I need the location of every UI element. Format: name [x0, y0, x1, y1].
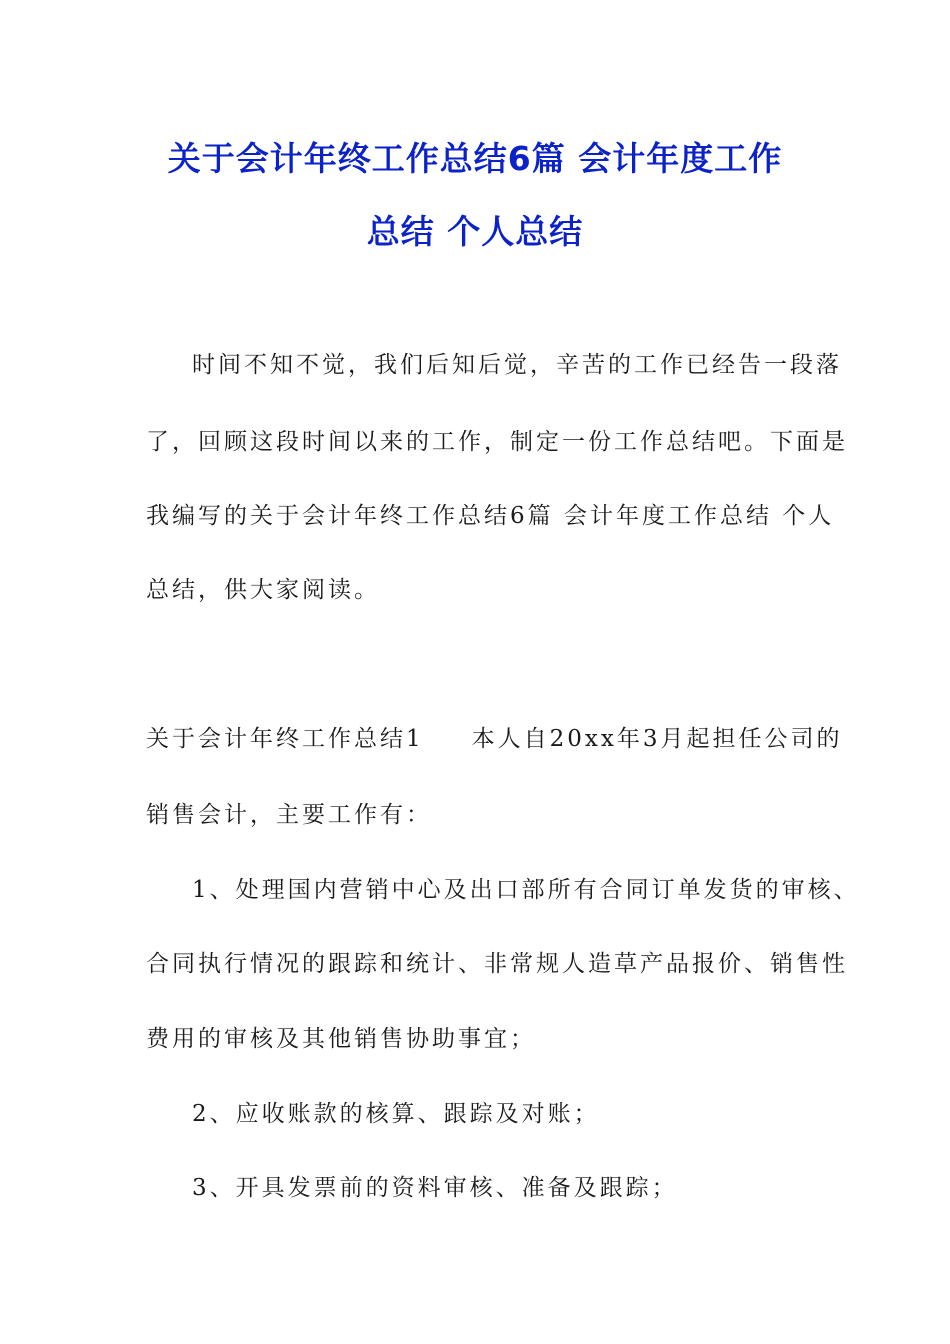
intro-line-2: 了，回顾这段时间以来的工作，制定一份工作总结吧。下面是 — [146, 429, 848, 455]
intro-line-4: 总结，供大家阅读。 — [146, 577, 380, 603]
item-2: 2、应收账款的核算、跟踪及对账； — [192, 1101, 600, 1127]
section-1-intro-text: 本人自20xx年3月起担任公司的 — [471, 726, 843, 752]
intro-line-1: 时间不知不觉，我们后知后觉，辛苦的工作已经告一段落 — [192, 352, 842, 378]
document-title-line-1: 关于会计年终工作总结6篇 会计年度工作 — [167, 139, 783, 178]
item-1-line-1: 1、处理国内营销中心及出口部所有合同订单发货的审核、 — [192, 877, 860, 903]
section-1-line-2: 销售会计，主要工作有： — [146, 802, 432, 828]
item-3: 3、开具发票前的资料审核、准备及跟踪； — [192, 1175, 678, 1201]
document-title-line-2: 总结 个人总结 — [366, 212, 584, 251]
intro-line-3: 我编写的关于会计年终工作总结6篇 会计年度工作总结 个人 — [146, 503, 835, 529]
section-1-first-line — [146, 720, 843, 753]
section-1-heading: 关于会计年终工作总结1 — [146, 726, 424, 752]
item-1-line-2: 合同执行情况的跟踪和统计、非常规人造草产品报价、销售性 — [146, 951, 848, 977]
item-1-line-3: 费用的审核及其他销售协助事宜； — [146, 1026, 536, 1052]
